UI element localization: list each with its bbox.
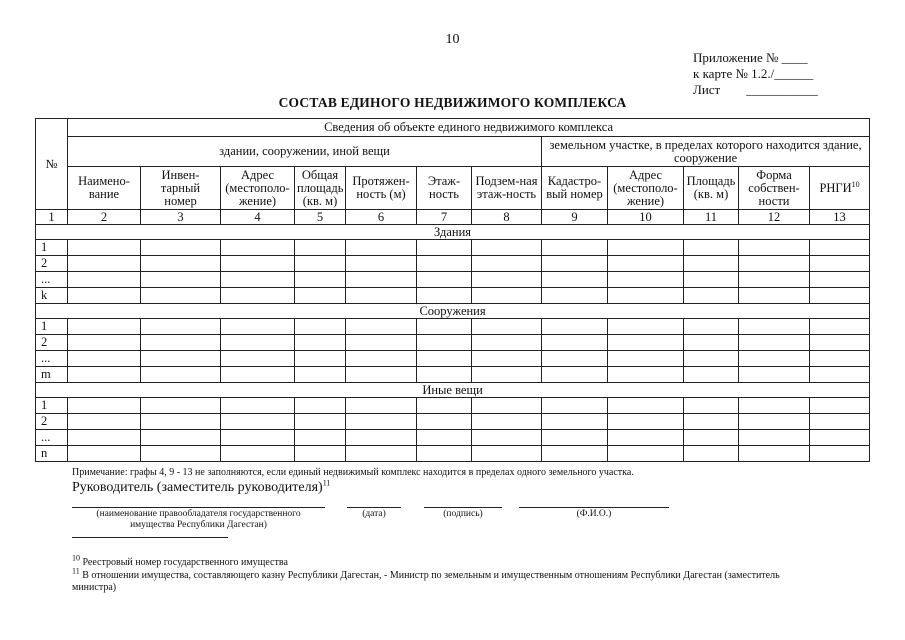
row-label: k xyxy=(36,288,68,304)
date-line xyxy=(347,507,401,508)
column-header-2: Наимено- вание xyxy=(68,167,141,210)
table-cell[interactable] xyxy=(346,446,417,462)
table-cell[interactable] xyxy=(417,398,472,414)
table-cell[interactable] xyxy=(739,272,810,288)
table-cell[interactable] xyxy=(221,351,295,367)
table-cell[interactable] xyxy=(417,414,472,430)
table-cell[interactable] xyxy=(68,398,141,414)
row-label: m xyxy=(36,367,68,383)
date-caption: (дата) xyxy=(362,509,386,519)
table-cell[interactable] xyxy=(295,351,346,367)
column-header-12: Форма собствен- ности xyxy=(739,167,810,210)
table-cell[interactable] xyxy=(739,446,810,462)
column-header-3: Инвен- тарный номер xyxy=(141,167,221,210)
table-row xyxy=(36,351,870,367)
table-cell[interactable] xyxy=(346,430,417,446)
table-cell[interactable] xyxy=(739,351,810,367)
column-header-5: Общая площадь (кв. м) xyxy=(295,167,346,210)
table-cell[interactable] xyxy=(542,319,608,335)
table-cell[interactable] xyxy=(295,367,346,383)
table-cell[interactable] xyxy=(141,398,221,414)
table-cell[interactable] xyxy=(68,335,141,351)
table-cell[interactable] xyxy=(472,256,542,272)
owner-caption: (наименование правообладателя государственного имущества Республики Дагестан) xyxy=(96,509,301,530)
row-label: ... xyxy=(36,430,68,446)
footnote-10: $^{10}$ Реестровый номер государственного имущества xyxy=(72,553,288,568)
row-label: 2 xyxy=(36,414,68,430)
table-cell[interactable] xyxy=(739,319,810,335)
table-cell[interactable] xyxy=(810,240,870,256)
table-cell[interactable] xyxy=(346,335,417,351)
column-number-3: 3 xyxy=(141,210,221,225)
column-number-8: 8 xyxy=(472,210,542,225)
table-cell[interactable] xyxy=(417,367,472,383)
row-label: 1 xyxy=(36,319,68,335)
table-cell[interactable] xyxy=(295,446,346,462)
table-cell[interactable] xyxy=(810,319,870,335)
table-cell[interactable] xyxy=(472,272,542,288)
document-title: СОСТАВ ЕДИНОГО НЕДВИЖИМОГО КОМПЛЕКСА xyxy=(278,95,627,110)
table-cell[interactable] xyxy=(141,335,221,351)
table-cell[interactable] xyxy=(542,240,608,256)
table-cell[interactable] xyxy=(141,414,221,430)
table-cell[interactable] xyxy=(68,319,141,335)
complex-table xyxy=(35,118,870,462)
owner-extra-line xyxy=(72,537,228,538)
table-cell[interactable] xyxy=(472,240,542,256)
table-row xyxy=(36,240,870,256)
table-cell[interactable] xyxy=(608,256,684,272)
row-label: ... xyxy=(36,351,68,367)
table-cell[interactable] xyxy=(417,256,472,272)
building-subheader: здании, сооружении, иной вещи xyxy=(68,137,542,167)
table-cell[interactable] xyxy=(141,272,221,288)
table-cell[interactable] xyxy=(542,430,608,446)
table-cell[interactable] xyxy=(417,319,472,335)
table-cell[interactable] xyxy=(472,319,542,335)
table-cell[interactable] xyxy=(739,367,810,383)
table-cell[interactable] xyxy=(68,351,141,367)
table-cell[interactable] xyxy=(684,351,739,367)
column-number-12: 12 xyxy=(739,210,810,225)
column-header-10: Адрес (местополо- жение) xyxy=(608,167,684,210)
table-cell[interactable] xyxy=(608,430,684,446)
head-label xyxy=(72,480,330,496)
table-cell[interactable] xyxy=(608,240,684,256)
column-header-4: Адрес (местополо- жение) xyxy=(221,167,295,210)
table-cell[interactable] xyxy=(68,367,141,383)
table-cell[interactable] xyxy=(221,240,295,256)
table-cell[interactable] xyxy=(684,414,739,430)
head-text: Руководитель (заместитель руководителя) xyxy=(72,480,323,495)
row-label: 1 xyxy=(36,398,68,414)
table-cell[interactable] xyxy=(346,288,417,304)
table-cell[interactable] xyxy=(684,272,739,288)
signature-caption: (подпись) xyxy=(443,509,483,519)
table-row xyxy=(36,446,870,462)
column-number-1: 1 xyxy=(36,210,68,225)
column-number-4: 4 xyxy=(221,210,295,225)
table-cell[interactable] xyxy=(417,288,472,304)
column-number-10: 10 xyxy=(608,210,684,225)
table-cell[interactable] xyxy=(542,446,608,462)
table-cell[interactable] xyxy=(141,240,221,256)
section-title: Иные вещи xyxy=(36,383,870,398)
footnote-11-cont: министра) xyxy=(72,582,117,593)
table-cell[interactable] xyxy=(810,446,870,462)
table-cell[interactable] xyxy=(739,240,810,256)
page-number: 10 xyxy=(445,32,460,47)
land-subheader: земельном участке, в пределах которого находится здание, сооружение xyxy=(542,137,870,167)
table-cell[interactable] xyxy=(221,272,295,288)
table-cell[interactable] xyxy=(608,367,684,383)
table-cell[interactable] xyxy=(739,430,810,446)
table-cell[interactable] xyxy=(810,398,870,414)
table-cell[interactable] xyxy=(684,430,739,446)
fio-caption: (Ф.И.О.) xyxy=(576,509,612,519)
table-row xyxy=(36,398,870,414)
table-cell[interactable] xyxy=(684,240,739,256)
table-cell[interactable] xyxy=(221,288,295,304)
table-cell[interactable] xyxy=(472,414,542,430)
note: Примечание: графы 4, 9 - 13 не заполняются, если единый недвижимый комплекс находится в пределах одного земельного участка. xyxy=(72,467,634,478)
table-cell[interactable] xyxy=(221,367,295,383)
row-label: ... xyxy=(36,272,68,288)
table-cell[interactable] xyxy=(141,256,221,272)
table-cell[interactable] xyxy=(810,335,870,351)
table-cell[interactable] xyxy=(608,398,684,414)
table-cell[interactable] xyxy=(472,446,542,462)
table-cell[interactable] xyxy=(684,256,739,272)
section-title: Сооружения xyxy=(36,304,870,319)
table-cell[interactable] xyxy=(221,430,295,446)
table-row xyxy=(36,414,870,430)
table-cell[interactable] xyxy=(346,414,417,430)
table-row xyxy=(36,272,870,288)
table-cell[interactable] xyxy=(417,335,472,351)
table-row xyxy=(36,367,870,383)
row-label: 2 xyxy=(36,256,68,272)
column-header-8: Подзем-ная этаж-ность xyxy=(472,167,542,210)
table-cell[interactable] xyxy=(417,430,472,446)
table-cell[interactable] xyxy=(739,414,810,430)
table-cell[interactable] xyxy=(810,272,870,288)
table-cell[interactable] xyxy=(542,288,608,304)
table-cell[interactable] xyxy=(810,351,870,367)
appendix-number: Приложение № ____ xyxy=(693,50,808,65)
table-cell[interactable] xyxy=(472,335,542,351)
column-number-5: 5 xyxy=(295,210,346,225)
table-cell[interactable] xyxy=(346,398,417,414)
table-cell[interactable] xyxy=(295,288,346,304)
table-cell[interactable] xyxy=(810,367,870,383)
table-cell[interactable] xyxy=(295,414,346,430)
table-cell[interactable] xyxy=(346,319,417,335)
table-cell[interactable] xyxy=(608,319,684,335)
section-row xyxy=(36,304,870,319)
appendix-sheet: Лист ___________ xyxy=(693,82,818,97)
table-cell[interactable] xyxy=(141,430,221,446)
column-header-7: Этаж- ность xyxy=(417,167,472,210)
column-header-13: РНГИ$^{10}$ xyxy=(810,167,870,210)
table-cell[interactable] xyxy=(684,288,739,304)
table-cell[interactable] xyxy=(221,414,295,430)
signature-line xyxy=(424,507,502,508)
table-cell[interactable] xyxy=(542,367,608,383)
table-cell[interactable] xyxy=(810,256,870,272)
table-cell[interactable] xyxy=(295,256,346,272)
table-cell[interactable] xyxy=(684,367,739,383)
section-row xyxy=(36,225,870,240)
table-cell[interactable] xyxy=(739,335,810,351)
table-cell[interactable] xyxy=(221,256,295,272)
appendix-block xyxy=(693,50,818,98)
table-cell[interactable] xyxy=(68,288,141,304)
table-cell[interactable] xyxy=(221,319,295,335)
table-cell[interactable] xyxy=(295,430,346,446)
column-number-11: 11 xyxy=(684,210,739,225)
table-cell[interactable] xyxy=(608,414,684,430)
fio-line xyxy=(519,507,669,508)
column-number-13: 13 xyxy=(810,210,870,225)
table-cell[interactable] xyxy=(141,446,221,462)
table-cell[interactable] xyxy=(472,351,542,367)
table-cell[interactable] xyxy=(221,446,295,462)
table-cell[interactable] xyxy=(346,367,417,383)
table-cell[interactable] xyxy=(346,272,417,288)
table-cell[interactable] xyxy=(684,335,739,351)
column-number-9: 9 xyxy=(542,210,608,225)
table-cell[interactable] xyxy=(810,430,870,446)
table-cell[interactable] xyxy=(221,398,295,414)
column-header-6: Протяжен- ность (м) xyxy=(346,167,417,210)
table-cell[interactable] xyxy=(608,335,684,351)
head-footnote-ref: 11 xyxy=(322,478,331,488)
footnote-11: $^{11}$ В отношении имущества, составляющего казну Республики Дагестан, - Министр по земельным и имущественным отношениям Республики Дагестан (заместитель xyxy=(72,566,780,581)
table-cell[interactable] xyxy=(542,414,608,430)
table-row xyxy=(36,319,870,335)
table-cell[interactable] xyxy=(141,351,221,367)
table-cell[interactable] xyxy=(68,272,141,288)
table-cell[interactable] xyxy=(295,272,346,288)
table-cell[interactable] xyxy=(684,319,739,335)
section-title: Здания xyxy=(36,225,870,240)
table-cell[interactable] xyxy=(295,398,346,414)
appendix-card: к карте № 1.2./______ xyxy=(693,66,814,81)
table-cell[interactable] xyxy=(346,240,417,256)
column-number-7: 7 xyxy=(417,210,472,225)
table-cell[interactable] xyxy=(346,351,417,367)
table-cell[interactable] xyxy=(608,288,684,304)
table-cell[interactable] xyxy=(542,335,608,351)
table-cell[interactable] xyxy=(810,414,870,430)
table-cell[interactable] xyxy=(739,288,810,304)
column-number-2: 2 xyxy=(68,210,141,225)
table-cell[interactable] xyxy=(472,430,542,446)
table-cell[interactable] xyxy=(68,256,141,272)
table-cell[interactable] xyxy=(68,240,141,256)
table-cell[interactable] xyxy=(417,240,472,256)
column-header-11: Площадь (кв. м) xyxy=(684,167,739,210)
table-cell[interactable] xyxy=(346,256,417,272)
table-cell[interactable] xyxy=(295,319,346,335)
row-label: n xyxy=(36,446,68,462)
table-cell[interactable] xyxy=(472,398,542,414)
table-cell[interactable] xyxy=(472,288,542,304)
table-cell[interactable] xyxy=(542,398,608,414)
number-header: № xyxy=(36,119,68,210)
table-cell[interactable] xyxy=(68,430,141,446)
column-header-9: Кадастро- вый номер xyxy=(542,167,608,210)
table-cell[interactable] xyxy=(684,446,739,462)
table-cell[interactable] xyxy=(417,272,472,288)
table-cell[interactable] xyxy=(141,288,221,304)
table-cell[interactable] xyxy=(417,446,472,462)
row-label: 1 xyxy=(36,240,68,256)
table-cell[interactable] xyxy=(542,272,608,288)
row-label: 2 xyxy=(36,335,68,351)
table-cell[interactable] xyxy=(141,319,221,335)
column-number-6: 6 xyxy=(346,210,417,225)
table-cell[interactable] xyxy=(141,367,221,383)
table-cell[interactable] xyxy=(221,335,295,351)
table-cell[interactable] xyxy=(295,240,346,256)
table-row xyxy=(36,430,870,446)
table-cell[interactable] xyxy=(608,272,684,288)
section-row xyxy=(36,383,870,398)
group-header: Сведения об объекте единого недвижимого комплекса xyxy=(68,119,870,137)
table-cell[interactable] xyxy=(542,256,608,272)
table-cell[interactable] xyxy=(608,351,684,367)
table-cell[interactable] xyxy=(810,288,870,304)
owner-name-line xyxy=(72,507,325,508)
table-cell[interactable] xyxy=(472,367,542,383)
table-cell[interactable] xyxy=(68,414,141,430)
table-cell[interactable] xyxy=(608,446,684,462)
table-cell[interactable] xyxy=(417,351,472,367)
table-cell[interactable] xyxy=(295,335,346,351)
table-row xyxy=(36,256,870,272)
table-cell[interactable] xyxy=(739,256,810,272)
table-cell[interactable] xyxy=(684,398,739,414)
table-row xyxy=(36,288,870,304)
table-row xyxy=(36,335,870,351)
table-cell[interactable] xyxy=(68,446,141,462)
table-cell[interactable] xyxy=(739,398,810,414)
table-cell[interactable] xyxy=(542,351,608,367)
